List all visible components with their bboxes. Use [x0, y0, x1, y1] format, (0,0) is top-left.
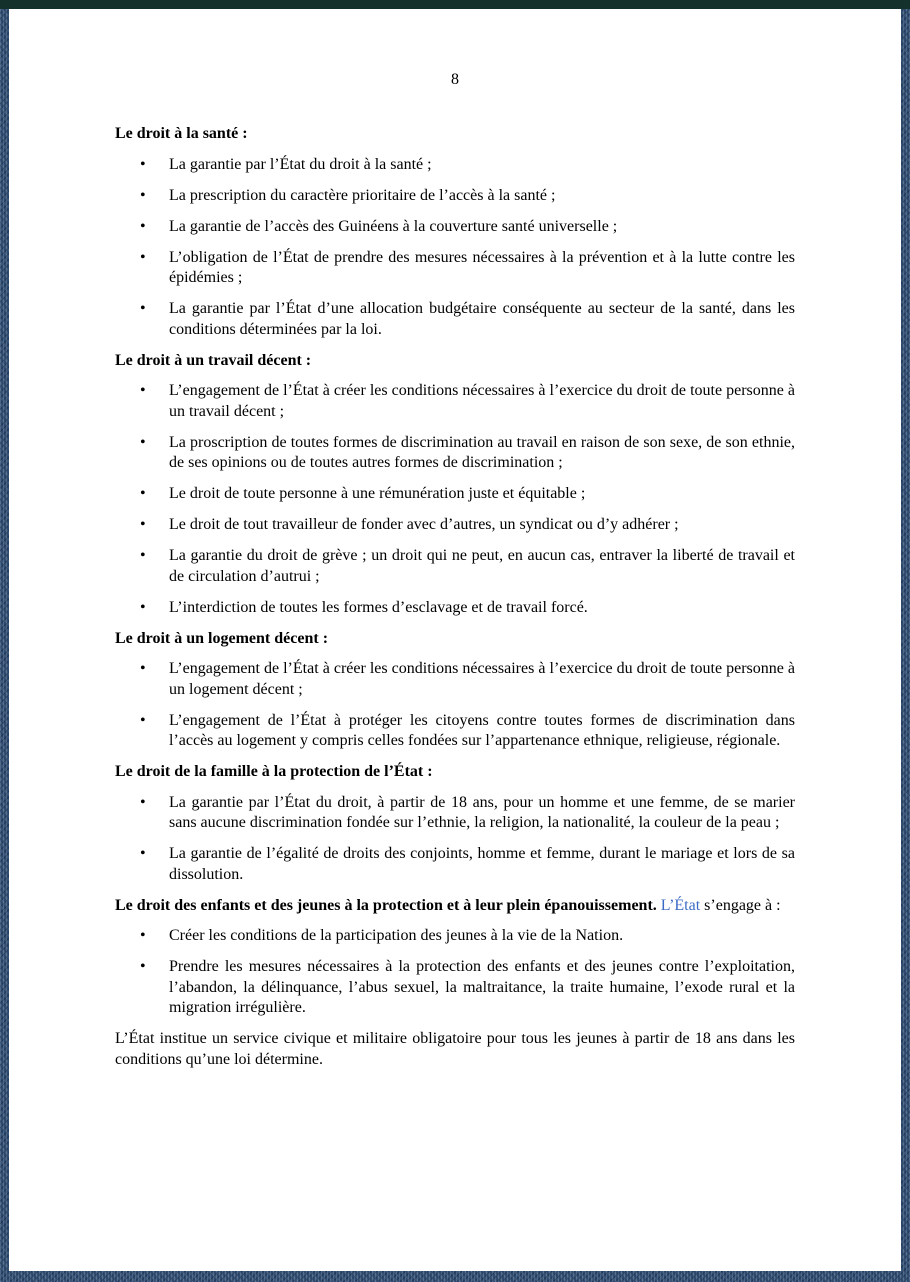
bullet-icon: • — [140, 845, 146, 862]
list-item-text: L’obligation de l’État de prendre des mesures nécessaires à la prévention et à la lutte contre les épidémies ; — [169, 248, 795, 286]
bullet-icon: • — [140, 516, 146, 533]
bullet-icon: • — [140, 300, 146, 317]
list-item — [115, 957, 795, 1019]
list-item-text: Prendre les mesures nécessaires à la protection des enfants et des jeunes contre l’exploitation, l’abandon, la délinquance, l’abus sexuel, la maltraitance, la traite humaine, l’exode rural et la migration irrégulière. — [169, 958, 795, 1016]
list-item — [115, 217, 795, 238]
bullet-icon: • — [140, 711, 146, 729]
bullet-list — [115, 793, 795, 886]
section-housing — [115, 629, 795, 752]
top-band — [0, 0, 910, 9]
youth-intro — [115, 896, 795, 917]
list-item-text: La garantie de l’accès des Guinéens à la couverture santé universelle ; — [169, 217, 618, 235]
etat-link[interactable]: L’État — [660, 896, 701, 914]
section-heading: Le droit à un travail décent : — [115, 351, 312, 369]
bullet-icon: • — [140, 547, 146, 564]
list-item — [115, 484, 795, 505]
list-item — [115, 659, 795, 700]
list-item-text: L’interdiction de toutes les formes d’esclavage et de travail forcé. — [169, 598, 588, 616]
list-item-text: La garantie par l’État du droit, à partir de 18 ans, pour un homme et une femme, de se marier sans aucune discrimination fondée sur l’ethnie, la religion, la nationalité, la couleur de la peau ; — [169, 793, 795, 831]
list-item-text: L’engagement de l’État à protéger les citoyens contre toutes formes de discrimination dans l’accès au logement y compris celles fondées sur l’appartenance ethnique, religieuse, régionale. — [169, 711, 795, 749]
list-item — [115, 433, 795, 474]
section-youth — [115, 896, 795, 1019]
bullet-icon: • — [140, 793, 146, 811]
bullet-list — [115, 381, 795, 618]
bullet-list — [115, 926, 795, 1019]
section-health — [115, 124, 795, 340]
bullet-icon: • — [140, 958, 146, 975]
list-item — [115, 844, 795, 885]
bullet-list — [115, 659, 795, 752]
list-item — [115, 515, 795, 536]
list-item — [115, 546, 795, 587]
list-item-text: Le droit de tout travailleur de fonder avec d’autres, un syndicat ou d’y adhérer ; — [169, 516, 679, 533]
bullet-icon: • — [140, 186, 146, 204]
bullet-list — [115, 155, 795, 341]
list-item — [115, 926, 795, 947]
list-item-text: Le droit de toute personne à une rémunération juste et équitable ; — [169, 485, 586, 502]
bullet-icon: • — [140, 660, 146, 677]
bullet-icon: • — [140, 927, 146, 944]
youth-intro-rest: s’engage à : — [704, 896, 781, 914]
list-item-text: La garantie par l’État du droit à la santé ; — [169, 155, 432, 173]
list-item-text: La garantie du droit de grève ; un droit qui ne peut, en aucun cas, entraver la liberté de travail et de circulation d’autrui ; — [169, 547, 795, 585]
list-item — [115, 186, 795, 207]
section-heading: Le droit à un logement décent : — [115, 629, 329, 647]
bullet-icon: • — [140, 217, 146, 235]
bullet-icon: • — [140, 382, 146, 399]
section-family — [115, 762, 795, 885]
list-item — [115, 299, 795, 340]
bullet-icon: • — [140, 433, 146, 451]
list-item-text: L’engagement de l’État à créer les conditions nécessaires à l’exercice du droit de toute personne à un travail décent ; — [169, 382, 795, 420]
list-item — [115, 155, 795, 176]
list-item — [115, 711, 795, 752]
list-item — [115, 793, 795, 834]
bullet-icon: • — [140, 598, 146, 616]
page-number: 8 — [451, 71, 459, 88]
section-heading: Le droit de la famille à la protection de l’État : — [115, 763, 433, 780]
list-item-text: L’engagement de l’État à créer les conditions nécessaires à l’exercice du droit de toute personne à un logement décent ; — [169, 660, 795, 698]
list-item-text: La prescription du caractère prioritaire de l’accès à la santé ; — [169, 186, 556, 204]
document-page — [9, 9, 901, 1271]
list-item-text: Créer les conditions de la participation des jeunes à la vie de la Nation. — [169, 927, 624, 944]
section-heading: Le droit à la santé : — [115, 125, 248, 142]
list-item-text: La proscription de toutes formes de discrimination au travail en raison de son sexe, de son ethnie, de ses opinions ou de toutes autres formes de discrimination ; — [169, 433, 795, 471]
bullet-icon: • — [140, 155, 146, 173]
youth-heading: Le droit des enfants et des jeunes à la protection et à leur plein épanouissement. — [115, 896, 657, 914]
list-item-text: La garantie par l’État d’une allocation budgétaire conséquente au secteur de la santé, dans les conditions déterminées par la loi. — [169, 300, 795, 338]
section-work — [115, 351, 795, 619]
list-item — [115, 248, 795, 289]
final-paragraph: L’État institue un service civique et militaire obligatoire pour tous les jeunes à partir de 18 ans dans les conditions qu’une loi détermine. — [115, 1030, 795, 1068]
bullet-icon: • — [140, 485, 146, 502]
list-item — [115, 598, 795, 619]
document-content — [115, 124, 795, 1080]
list-item-text: La garantie de l’égalité de droits des conjoints, homme et femme, durant le mariage et lors de sa dissolution. — [169, 845, 795, 883]
list-item — [115, 381, 795, 422]
bullet-icon: • — [140, 248, 146, 266]
